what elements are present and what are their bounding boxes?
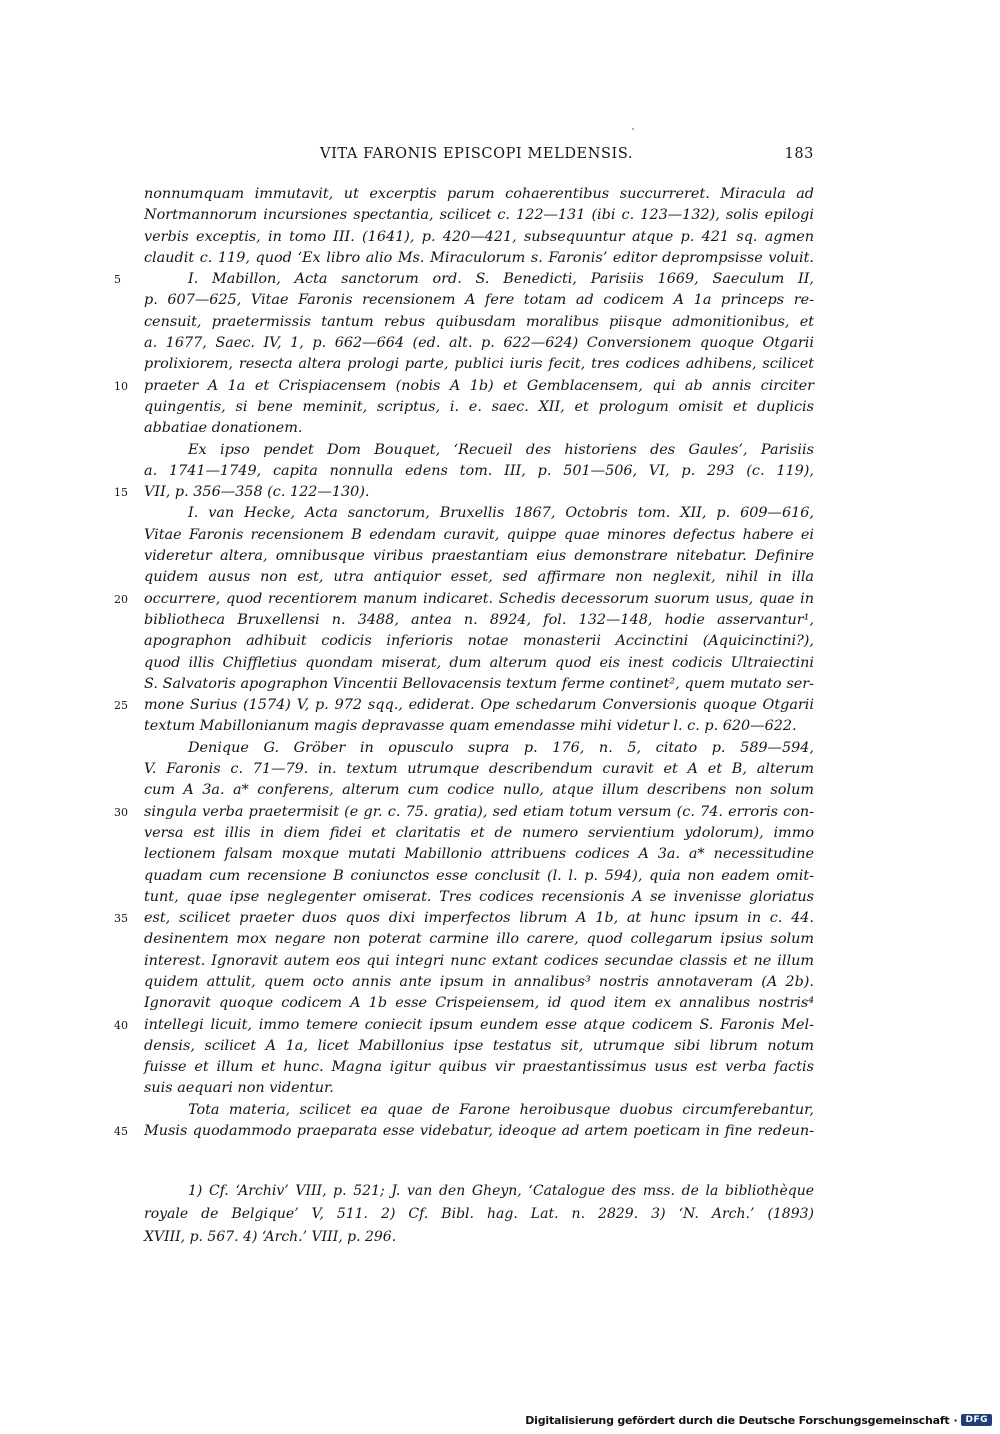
text-line: [144, 653, 814, 674]
text-line: [144, 248, 814, 269]
running-title: VITA FARONIS EPISCOPI MELDENSIS.: [320, 146, 634, 162]
line-text: suis aequari non videntur.: [144, 1080, 334, 1097]
line-text: singula verba praetermisit (e gr. c. 75. gratia), sed etiam totum versum (c. 74. erroris con-: [144, 803, 814, 820]
footnote-line: 1) Cf. ‘Archiv’ VIII, p. 521; J. van den Gheyn, ‘Catalogue des mss. de la bibliothèque: [188, 1183, 814, 1199]
line-text: est, scilicet praeter duos quos dixi imperfectos librum A 1b, at hunc ipsum in c. 44.: [144, 910, 814, 927]
text-line: [114, 908, 814, 929]
line-number: 25: [114, 699, 128, 713]
line-text: a. 1741—1749, capita nonnulla edens tom. III, p. 501—506, VI, p. 293 (c. 119),: [144, 462, 814, 479]
line-text: Vitae Faronis recensionem B edendam curavit, quippe quae minores defectus habere ei: [144, 526, 814, 543]
text-line: [144, 887, 814, 908]
text-line: [144, 1057, 814, 1078]
line-number: 15: [114, 486, 128, 500]
funding-notice: Digitalisierung gefördert durch die Deutsche Forschungsgemeinschaft: [525, 1413, 950, 1427]
text-line: [114, 695, 814, 716]
text-line: [144, 759, 814, 780]
line-text: mone Surius (1574) V, p. 972 sqq., ediderat. Ope schedarum Conversionis quoque Otgarii: [144, 697, 814, 714]
line-text: p. 607—625, Vitae Faronis recensionem A fere totam ad codicem A 1a princeps re-: [144, 292, 814, 309]
text-line: [144, 184, 814, 205]
line-text: S. Salvatoris apographon Vincentii Bellovacensis textum ferme continet², quem mutato ser-: [144, 675, 814, 692]
text-line: [144, 397, 814, 418]
text-line: [144, 354, 814, 375]
line-text: quidem ausus non est, utra antiquior esset, sed affirmare non neglexit, nihil in illa: [144, 569, 814, 586]
line-text: prolixiorem, resecta altera prologi parte, publici iuris fecit, tres codices adhibens, scilicet: [144, 356, 814, 373]
line-text: interest. Ignoravit autem eos qui integri nunc extant codices secundae classis et ne illum: [144, 952, 814, 969]
dfg-logo: DFG: [961, 1414, 992, 1426]
line-text: nonnumquam immutavit, ut excerptis parum cohaerentibus succurreret. Miracula ad: [144, 186, 814, 202]
footnotes: [144, 1180, 814, 1249]
text-line: [144, 333, 814, 354]
line-text: Tota materia, scilicet ea quae de Farone heroibusque duobus circumferebantur,: [188, 1101, 814, 1118]
line-text: verbis exceptis, in tomo III. (1641), p. 420—421, subsequuntur atque p. 421 sq. agmen: [144, 228, 814, 245]
line-text: bibliotheca Bruxellensi n. 3488, antea n. 8924, fol. 132—148, hodie asservantur¹,: [144, 611, 814, 628]
line-text: Ex ipso pendet Dom Bouquet, ‘Recueil des historiens des Gaules’, Parisiis: [188, 441, 814, 458]
text-line: [144, 993, 814, 1014]
text-line: [144, 227, 814, 248]
text-line: [144, 546, 814, 567]
line-text: praeter A 1a et Crispiacensem (nobis A 1b) et Gemblacensem, qui ab annis circiter: [144, 377, 814, 394]
line-text: I. Mabillon, Acta sanctorum ord. S. Benedicti, Parisiis 1669, Saeculum II,: [188, 271, 814, 288]
line-text: desinentem mox negare non poterat carmine illo carere, quod collegarum ipsius solum: [144, 931, 814, 948]
text-line: [114, 1015, 814, 1036]
line-number: 45: [114, 1125, 128, 1139]
scan-speck: [632, 128, 634, 130]
line-number: 35: [114, 912, 128, 926]
line-number: 30: [114, 805, 128, 819]
text-line: [144, 440, 814, 461]
line-number: 5: [114, 273, 121, 287]
line-text: quod illis Chiffletius quondam miserat, dum alterum quod eis inest codicis Ultraiectini: [144, 654, 814, 671]
text-line: [144, 844, 814, 865]
line-text: textum Mabillonianum magis depravasse quam emendasse mihi videtur l. c. p. 620—622.: [144, 718, 797, 735]
line-text: quingentis, si bene meminit, scriptus, i. e. saec. XII, et prologum omisit et duplicis: [144, 398, 814, 415]
line-text: apographon adhibuit codicis inferioris notae monasterii Accinctini (Aquicinctini?),: [144, 633, 814, 650]
line-text: V. Faronis c. 71—79. in. textum utrumque describendum curavit et A et B, alterum: [144, 761, 814, 778]
line-text: Denique G. Gröber in opusculo supra p. 176, n. 5, citato p. 589—594,: [188, 739, 814, 756]
text-line: [144, 461, 814, 482]
line-text: Nortmannorum incursiones spectantia, scilicet c. 122—131 (ibi c. 123—132), solis epilogi: [144, 207, 814, 224]
line-text: Musis quodammodo praeparata esse videbatur, ideoque ad artem poeticam in fine redeun-: [144, 1123, 814, 1140]
text-line: [114, 482, 814, 503]
footnote-line: royale de Belgique’ V, 511. 2) Cf. Bibl. hag. Lat. n. 2829. 3) ‘N. Arch.’ (1893): [144, 1206, 814, 1222]
text-line: [114, 589, 814, 610]
line-text: a. 1677, Saec. IV, 1, p. 662—664 (ed. alt. p. 622—624) Conversionem quoque Otgarii: [144, 335, 814, 352]
line-text: censuit, praetermissis tantum rebus quibusdam moralibus piisque admonitionibus, et: [144, 313, 814, 330]
line-text: I. van Hecke, Acta sanctorum, Bruxellis 1867, Octobris tom. XII, p. 609—616,: [188, 505, 814, 522]
text-line: [144, 866, 814, 887]
text-line: [144, 290, 814, 311]
text-line: [144, 631, 814, 652]
line-text: quidem attulit, quem octo annis ante ipsum in annalibus³ nostris annotaveram (A 2b).: [144, 973, 814, 990]
text-line: [114, 269, 814, 290]
text-line: [144, 503, 814, 524]
line-text: fuisse et illum et hunc. Magna igitur quibus vir praestantissimus usus est verba factis: [144, 1059, 814, 1076]
text-line: [144, 738, 814, 759]
page-header: [144, 146, 814, 168]
text-line: [144, 951, 814, 972]
line-text: tunt, quae ipse neglegenter omiserat. Tres codices recensionis A se invenisse gloriatus: [144, 888, 814, 905]
page-number: 183: [784, 146, 814, 162]
line-text: Ignoravit quoque codicem A 1b esse Crispeiensem, id quod item ex annalibus nostris⁴: [144, 995, 814, 1012]
text-line: [114, 1121, 814, 1142]
line-text: VII, p. 356—358 (c. 122—130).: [144, 484, 370, 501]
line-text: intellegi licuit, immo temere coniecit ipsum eundem esse atque codicem S. Faronis Mel-: [144, 1016, 814, 1033]
line-text: claudit c. 119, quod ‘Ex libro alio Ms. Miraculorum s. Faronis’ editor deprompsisse voluit.: [144, 249, 814, 266]
line-number: 20: [114, 592, 128, 606]
main-text: [114, 184, 814, 1142]
line-text: densis, scilicet A 1a, licet Mabillonius ipse testatus sit, utrumque sibi librum notum: [144, 1037, 814, 1054]
line-text: lectionem falsam moxque mutati Mabillonio attribuens codices A 3a. a* necessitudine: [144, 846, 814, 863]
text-line: [144, 205, 814, 226]
text-line: [144, 780, 814, 801]
text-line: [144, 610, 814, 631]
text-line: [144, 1036, 814, 1057]
text-line: [114, 376, 814, 397]
line-text: occurrere, quod recentiorem manum indicaret. Schedis decessorum suorum usus, quae in: [144, 590, 814, 607]
text-line: [144, 525, 814, 546]
text-line: [144, 1078, 814, 1099]
text-line: [144, 418, 814, 439]
line-text: abbatiae donationem.: [144, 420, 303, 437]
line-text: quadam cum recensione B coniunctos esse conclusit (l. l. p. 594), quia non eadem omit-: [144, 867, 814, 884]
text-line: [114, 802, 814, 823]
text-line: [144, 1100, 814, 1121]
text-line: [144, 716, 814, 737]
text-line: [144, 929, 814, 950]
line-number: 40: [114, 1018, 128, 1032]
line-text: versa est illis in diem fidei et claritatis et de numero servientium ydolorum), immo: [144, 824, 814, 841]
line-text: videretur altera, omnibusque viribus praestantiam eius demonstrare nitebatur. Definire: [144, 548, 814, 565]
footnote-line: XVIII, p. 567. 4) ‘Arch.’ VIII, p. 296.: [144, 1229, 397, 1245]
line-number: 10: [114, 379, 128, 393]
text-line: [144, 674, 814, 695]
line-text: cum A 3a. a* conferens, alterum cum codice nullo, atque illum describens non solum: [144, 782, 814, 799]
text-line: [144, 312, 814, 333]
text-line: [144, 567, 814, 588]
dfg-footer: Digitalisierung gefördert durch die Deutsche Forschungsgemeinschaft · DFG: [525, 1412, 992, 1428]
text-line: [144, 972, 814, 993]
text-line: [144, 823, 814, 844]
